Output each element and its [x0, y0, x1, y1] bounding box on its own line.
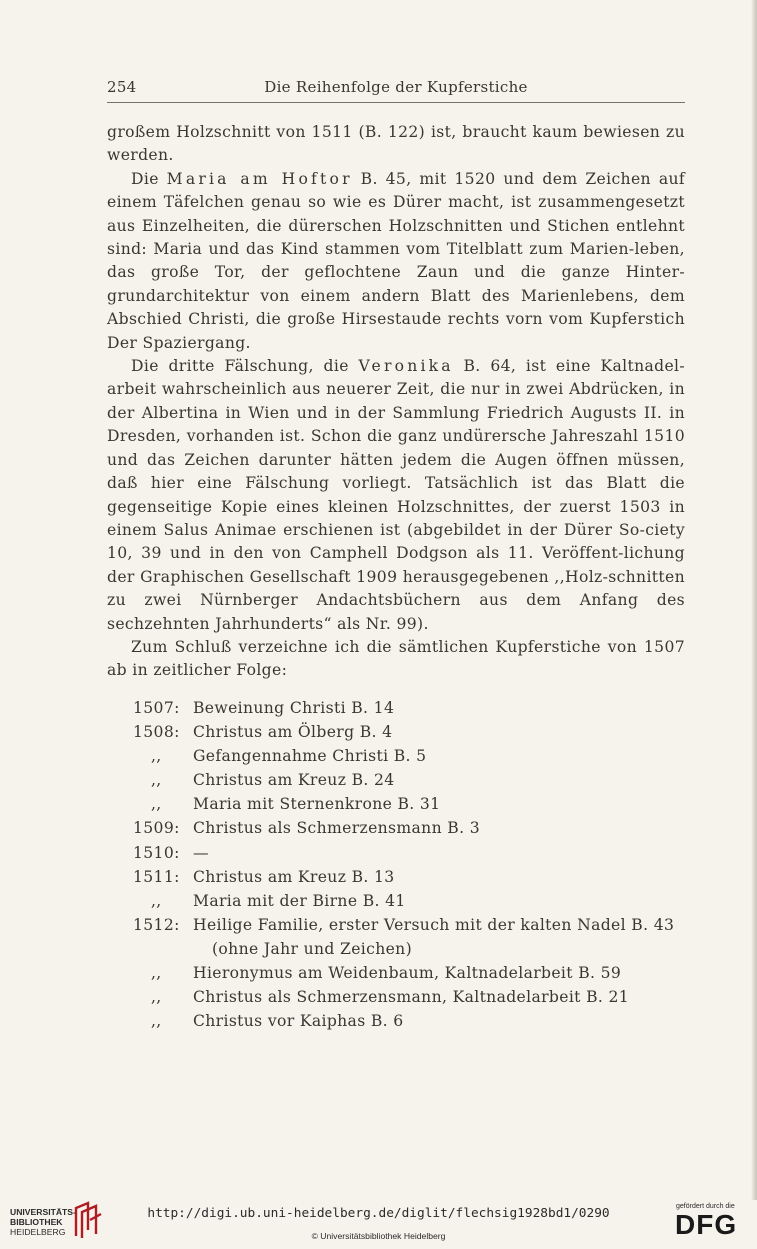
- paragraph-2-text: B. 45, mit 1520 und dem Zeichen auf einem Täfelchen genau so wie es Dürer macht, ist zusammengesetzt aus Einzelheiten, die dürerschen Holzschnitten und Stichen entlehnt sind: Maria und das Kind stammen vom Titelblatt zum Marien-leben, das große Tor, der geflochtene Zaun und die ganze Hinter-grundarchitektur von einem andern Blatt des Marienlebens, dem Abschied Christi, die große Hirsestaude rechts vorn vom Kupferstich Der Spaziergang.: [107, 169, 685, 352]
- permalink[interactable]: http://digi.ub.uni-heidelberg.de/diglit/flechsig1928bd1/0290: [147, 1206, 610, 1221]
- running-header: [107, 78, 685, 103]
- spaced-title-maria-am-hoftor: Maria am Hoftor: [166, 169, 353, 188]
- ditto-mark: ,,: [151, 747, 162, 766]
- list-item: [107, 792, 697, 816]
- list-year: 1508:: [133, 723, 180, 742]
- list-year: 1512:: [133, 915, 180, 934]
- chronology-list: [107, 696, 697, 1033]
- list-item: [107, 937, 697, 961]
- paragraph-1: großem Holzschnitt von 1511 (B. 122) ist, braucht kaum bewiesen zu werden.: [107, 123, 685, 165]
- ditto-mark: ,,: [151, 891, 162, 910]
- list-item: [107, 913, 697, 937]
- paragraph-3-text: B. 64, ist eine Kaltnadel-arbeit wahrscheinlich aus neuerer Zeit, die nur in zwei Abdrücken, in der Albertina in Wien und in der Sammlung Friedrich Augusts II. in Dresden, vorhanden ist. Schon die ganz undürersche Jahreszahl 1510 und das Zeichen darunter hätten jedem die Augen öffnen müssen, daß hier eine Fälschung vorliegt. Tatsächlich ist das Blatt die gegenseitige Kopie eines kleinen Holzschnittes, der zuerst 1503 in einem Salus Animae erschienen ist (abgebildet in der Dürer So-ciety 10, 39 und in den von Camphell Dodgson als 11. Veröffent-lichung der Graphischen Gesellschaft 1909 herausgegebenen ,,Holz-schnitten zu zwei Nürnberger Andachtsbüchern aus dem Anfang des sechzehnten Jahrhunderts“ als Nr. 99).: [107, 357, 685, 633]
- list-entry: Hieronymus am Weidenbaum, Kaltnadelarbeit B. 59: [193, 964, 622, 983]
- library-line-3: HEIDELBERG: [10, 1227, 66, 1237]
- list-year: 1509:: [133, 819, 180, 838]
- paragraph-2: [107, 168, 685, 355]
- list-entry: Gefangennahme Christi B. 5: [193, 747, 427, 766]
- library-line-1: UNIVERSITÄTS-: [10, 1207, 76, 1217]
- list-item: [107, 816, 697, 840]
- body-text: [107, 121, 685, 683]
- list-year: 1510:: [133, 843, 180, 862]
- list-entry: Heilige Familie, erster Versuch mit der kalten Nadel B. 43: [193, 915, 675, 934]
- ditto-mark: ,,: [151, 1012, 162, 1031]
- spaced-title-veronika: Veronika: [358, 357, 454, 376]
- running-title: Die Reihenfolge der Kupferstiche: [264, 78, 528, 96]
- ditto-mark: ,,: [151, 964, 162, 983]
- list-year: 1507:: [133, 699, 180, 717]
- funder-caption: gefördert durch die: [676, 1203, 735, 1210]
- library-line-2: BIBLIOTHEK: [10, 1217, 63, 1227]
- list-entry: Christus vor Kaiphas B. 6: [193, 1012, 404, 1031]
- dfg-logo: DFG: [675, 1209, 738, 1240]
- list-year: 1511:: [133, 867, 180, 886]
- list-entry: Christus am Kreuz B. 24: [193, 771, 395, 790]
- list-entry-continuation: (ohne Jahr und Zeichen): [212, 939, 413, 958]
- list-entry: —: [193, 843, 209, 862]
- ditto-mark: ,,: [151, 771, 162, 790]
- list-item: [107, 720, 697, 744]
- list-item: [107, 696, 697, 720]
- list-item: [107, 985, 697, 1009]
- list-entry: Christus am Kreuz B. 13: [193, 867, 395, 886]
- list-entry: Christus als Schmerzensmann B. 3: [193, 819, 480, 838]
- paragraph-2-lead: Die: [131, 169, 167, 188]
- list-item: [107, 865, 697, 889]
- list-item: [107, 841, 697, 865]
- ditto-mark: ,,: [151, 795, 162, 814]
- list-item: [107, 768, 697, 792]
- paragraph-3-lead: Die dritte Fälschung, die: [131, 357, 359, 376]
- list-item: [107, 1009, 697, 1033]
- copyright-notice: © Universitätsbibliothek Heidelberg: [311, 1231, 446, 1241]
- list-entry: Maria mit der Birne B. 41: [193, 891, 406, 910]
- list-entry: Christus am Ölberg B. 4: [193, 723, 393, 742]
- list-item: [107, 889, 697, 913]
- list-entry: Christus als Schmerzensmann, Kaltnadelarbeit B. 21: [193, 988, 630, 1007]
- paragraph-4: Zum Schluß verzeichne ich die sämtlichen Kupferstiche von 1507 ab in zeitlicher Folge:: [107, 637, 685, 680]
- list-entry: Maria mit Sternenkrone B. 31: [193, 795, 441, 814]
- paragraph-3: [107, 355, 685, 636]
- list-entry: Beweinung Christi B. 14: [193, 699, 395, 717]
- list-item: [107, 744, 697, 768]
- page-edge: [751, 0, 757, 1200]
- page-number: 254: [107, 78, 137, 96]
- list-item: [107, 961, 697, 985]
- ditto-mark: ,,: [151, 988, 162, 1007]
